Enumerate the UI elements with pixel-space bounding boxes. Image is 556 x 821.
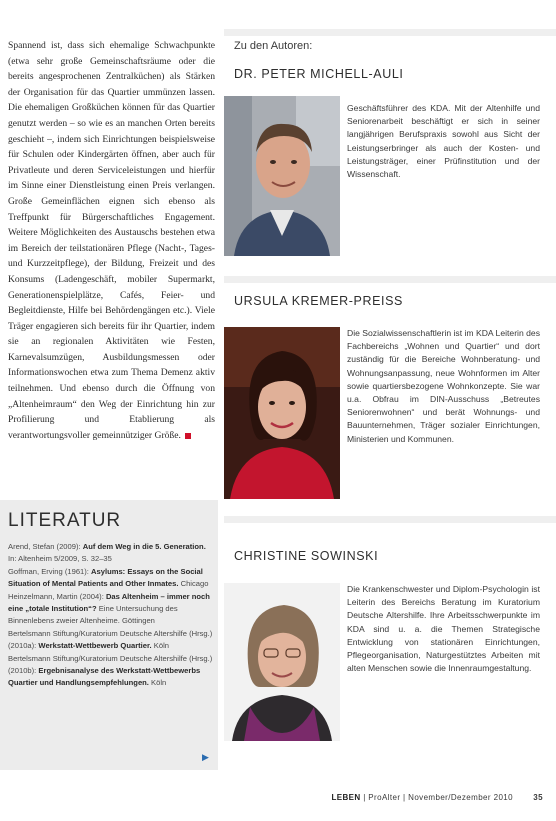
footer-title: ProAlter: [368, 793, 401, 802]
author-name-michell-auli: DR. PETER MICHELL-AULI: [234, 67, 404, 81]
page-number: 35: [533, 793, 543, 802]
arrow-icon: ▶: [202, 752, 209, 762]
author-bio-sowinski: Die Krankenschwester und Diplom-Psychologin ist Leiterin des Bereichs Beratung im Kuratorium Deutsche Altershilfe. Ihre Arbeitsschwerpunkte im KDA sind u. a. die Themen Strategische Entwicklung von stationären Einrichtungen, Pflegeorganisation, Naturgestütztes Arbeiten mit alten Menschen sowie die Innenraumgestaltung.: [347, 584, 540, 674]
author-photo-sowinski: [224, 583, 340, 741]
literature-item: Bertelsmann Stiftung/Kuratorium Deutsche Altershilfe (Hrsg.) (2010b): Ergebnisanalyse des Werkstatt-Wettbewerbs Quartier und Handlungsempfehlungen. Köln: [8, 654, 213, 687]
literature-item: Heinzelmann, Martin (2004): Das Altenheim – immer noch eine „totale Institution“? Eine Untersuchung des Binnenlebens zweier Altenheime. Göttingen: [8, 592, 210, 625]
divider: [224, 29, 556, 36]
end-mark-icon: [185, 433, 191, 439]
literature-item: Goffman, Erving (1961): Asylums: Essays on the Social Situation of Mental Patients and Other Inmates. Chicago: [8, 567, 209, 588]
authors-intro: Zu den Autoren:: [234, 40, 313, 52]
author-bio-michell-auli: Geschäftsführer des KDA. Mit der Altenhilfe und Seniorenarbeit beschäftigt er sich in seiner langjährigen Berufspraxis sowohl aus Sicht der Leistungserbringer als auch der Kosten- und Leistungsträger, einer Prüfinstitution und der Wissenschaft.: [347, 103, 540, 180]
author-photo-kremer-preiss: [224, 327, 340, 499]
divider: [224, 516, 556, 523]
article-text: Spannend ist, dass sich ehemalige Schwachpunkte (etwa sehr große Gemeinschaftsräume oder die bereits angesprochenen Zentralküchen) als Stärken der Organisation für das Quartier ummünzen lassen. Die ehemaligen Großküchen können für das Quartier genutzt werden – so wie es an manchen Orten bereits geschieht –, indem sich Einrichtungen beispielsweise für Schulen oder Kindergärten öffnen, aber auch für Privatleute und deren Serviceleistungen und hierfür im Sinne einer Dienstleistung einen Preis verlangen. Große Gemeinflächen eignen sich ebenso als Treffpunkt für Bürgerschaftliches Engagement. Weitere Möglichkeiten des Austauschs bestehen etwa im Bereich der teilstationären Pflege (Nacht-, Tages- und Kurzzeitpflege), der Bildung, Freizeit und des Konsums (Ladengeschäft, mobiler Supermarkt, Generationenspielplätze, Cafés, Feier- und Begleitdienste, Hilfe bei Behördengängen etc.). Viele Träger engagieren sich bereits für ihr Quartier, indem sie an regionalen Aktivitäten wie Festen, Karnevalsumzügen, Ausbildungsmessen oder Informationswochen etwa zum Thema Demenz aktiv teilnehmen. Und ebenso durch die Öffnung von „Altenheimraum“ den Weg der Einrichtung hin zur Profilierung und Etablierung als verantwortungsvoller gemeinnütziger Größe.: [8, 40, 215, 441]
footer-magazine: LEBEN: [331, 793, 361, 802]
literature-list: [8, 541, 214, 690]
author-bio-kremer-preiss: Die Sozialwissenschaftlerin ist im KDA Leiterin des Fachbereichs „Wohnen und Quartier“ und dort zuständig für die Bereiche Wohnberatung- und Wohnungsanpassung, neue Wohnformen im Alter sowie quartiersbezogene Wohnkonzepte. Sie war u.a. Obfrau im DIN-Ausschuss „Betreutes Seniorenwohnen“ und berät Wohnungs- und Bauunternehmen, Träger sozialer Einrichtungen, Ministerien und Kommunen.: [347, 328, 540, 444]
author-photo-michell-auli: [224, 96, 340, 256]
literature-item: Bertelsmann Stiftung/Kuratorium Deutsche Altershilfe (Hrsg.) (2010a): Werkstatt-Wettbewerb Quartier. Köln: [8, 629, 213, 650]
author-name-sowinski: CHRISTINE SOWINSKI: [234, 549, 379, 563]
author-name-kremer-preiss: URSULA KREMER-PREISS: [234, 294, 403, 308]
literature-item: Arend, Stefan (2009): Auf dem Weg in die 5. Generation. In: Altenheim 5/2009, S. 32–35: [8, 542, 206, 563]
footer-date: November/Dezember 2010: [408, 793, 513, 802]
divider: [224, 276, 556, 283]
article-body: [8, 38, 215, 443]
literature-heading: LITERATUR: [8, 510, 122, 531]
